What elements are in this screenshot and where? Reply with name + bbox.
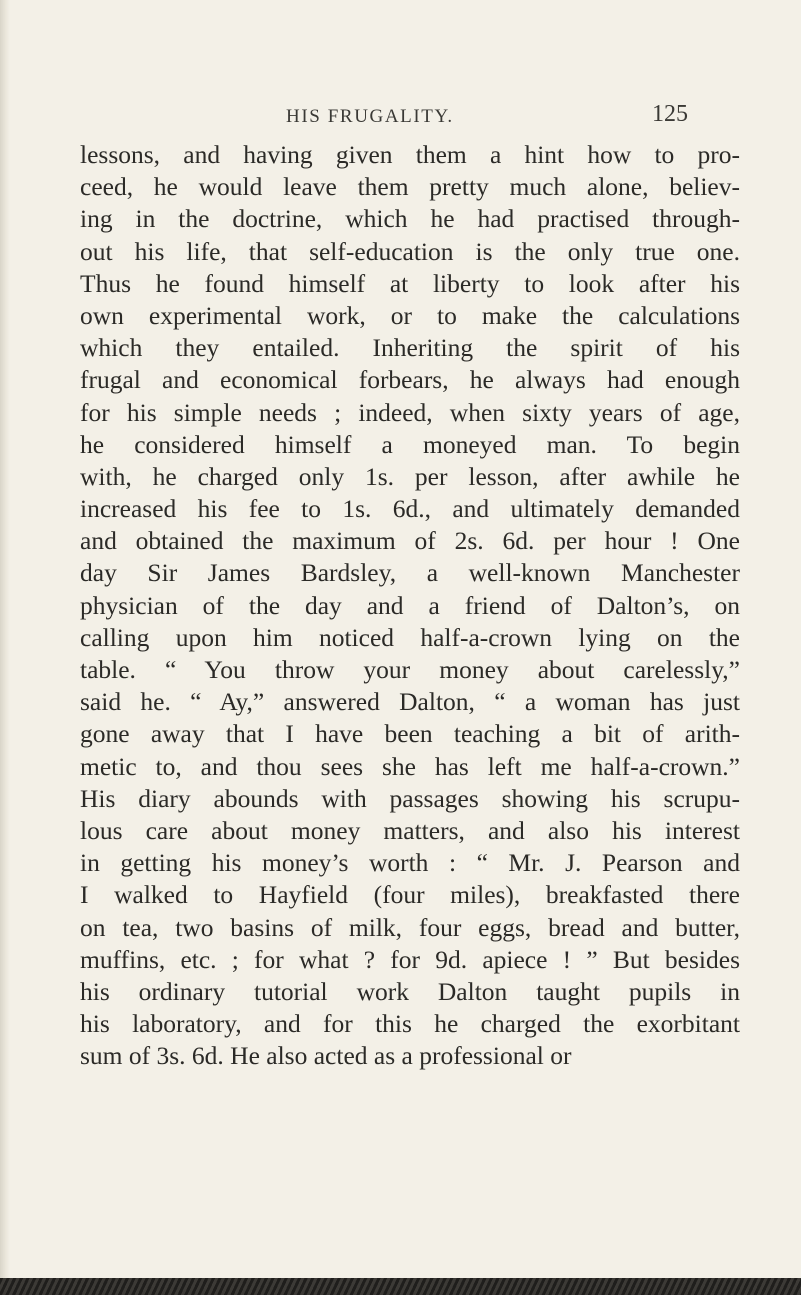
text-line: and obtained the maximum of 2s. 6d. per hour ! One — [80, 526, 740, 556]
text-line: increased his fee to 1s. 6d., and ultimately demanded — [80, 494, 740, 524]
text-line: Thus he found himself at liberty to look after his — [80, 268, 740, 298]
text-line: sum of 3s. 6d. He also acted as a professional or — [80, 1041, 572, 1071]
text-line: which they entailed. Inheriting the spirit of his — [80, 333, 740, 363]
text-line: out his life, that self-education is the only true one. — [80, 236, 740, 266]
text-line: his laboratory, and for this he charged the exorbitant — [80, 1009, 740, 1039]
text-line: physician of the day and a friend of Dalton’s, on — [80, 590, 740, 620]
text-line: gone away that I have been teaching a bit of arith- — [80, 719, 740, 749]
text-line: I walked to Hayfield (four miles), breakfasted there — [80, 880, 740, 910]
text-line: in getting his money’s worth : “ Mr. J. Pearson and — [80, 848, 740, 878]
page-edge-shadow — [0, 0, 10, 1295]
text-line: lous care about money matters, and also his interest — [80, 815, 740, 845]
text-line: lessons, and having given them a hint how to pro- — [80, 140, 740, 169]
text-line: on tea, two basins of milk, four eggs, bread and butter, — [80, 912, 740, 942]
text-line: day Sir James Bardsley, a well-known Manchester — [80, 558, 740, 588]
text-line: table. “ You throw your money about carelessly,” — [80, 655, 740, 684]
text-line: ceed, he would leave them pretty much alone, believ- — [80, 172, 740, 202]
page-number: 125 — [652, 101, 688, 127]
text-line: ing in the doctrine, which he had practised through- — [80, 204, 740, 234]
text-line: he considered himself a moneyed man. To begin — [80, 429, 740, 459]
text-line: His diary abounds with passages showing his scrupu- — [80, 783, 740, 813]
text-line: with, he charged only 1s. per lesson, after awhile he — [80, 461, 740, 491]
text-line: said he. “ Ay,” answered Dalton, “ a woman has just — [80, 687, 740, 717]
text-line: his ordinary tutorial work Dalton taught pupils in — [80, 976, 740, 1006]
text-line: metic to, and thou sees she has left me half-a-crown.” — [80, 751, 740, 781]
page-bottom-edge — [0, 1278, 801, 1295]
text-line: frugal and economical forbears, he always had enough — [80, 365, 740, 395]
text-line: calling upon him noticed half-a-crown lying on the — [80, 622, 740, 652]
text-line: for his simple needs ; indeed, when sixty years of age, — [80, 397, 740, 427]
body-text — [80, 139, 740, 1072]
running-head: HIS FRUGALITY. — [286, 106, 454, 127]
text-line: muffins, etc. ; for what ? for 9d. apiece ! ” But besides — [80, 944, 740, 974]
text-line: own experimental work, or to make the calculations — [80, 300, 740, 330]
